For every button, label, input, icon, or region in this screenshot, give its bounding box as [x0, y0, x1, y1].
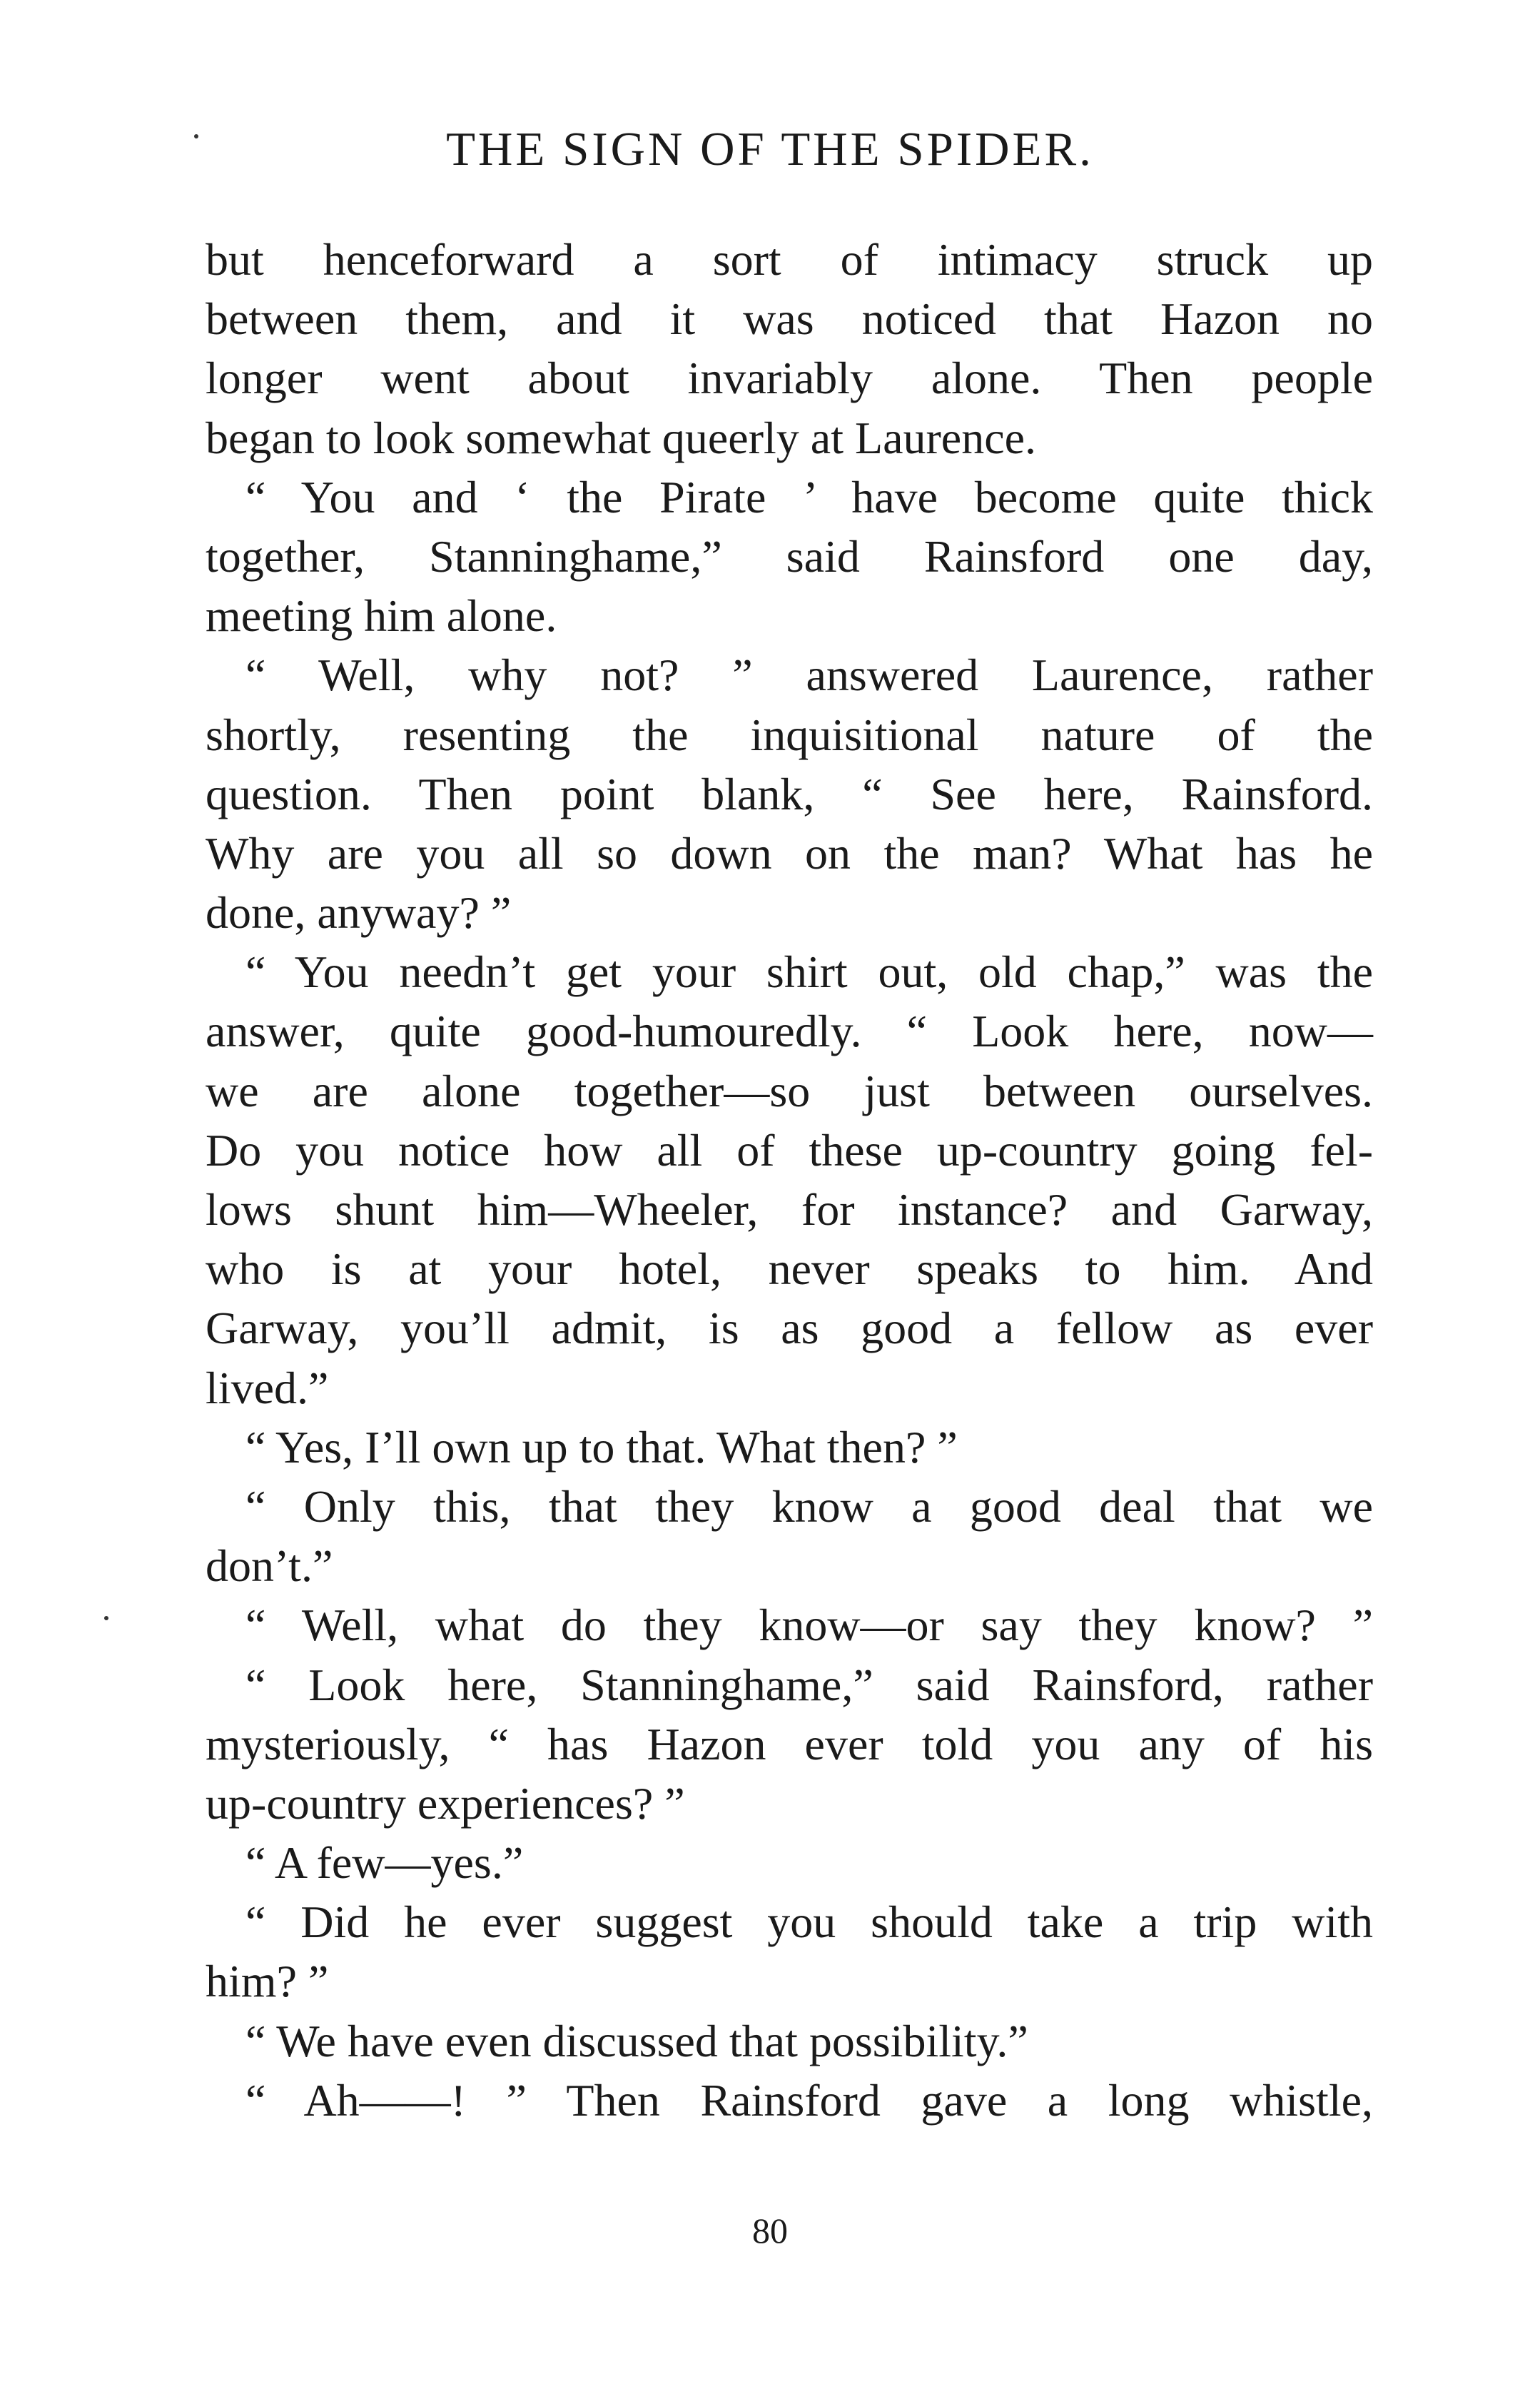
- text-line: began to look somewhat queerly at Laurence.: [206, 412, 1036, 463]
- text-line: “ Well, why not? ” answered Laurence, rather: [245, 650, 1373, 701]
- text-line: “ We have even discussed that possibility.”: [245, 2015, 1028, 2066]
- text-line: up-country experiences? ”: [206, 1777, 685, 1829]
- text-line: Why are you all so down on the man? What has he: [206, 827, 1373, 879]
- text-line: “ Ah——! ” Then Rainsford gave a long whistle,: [245, 2074, 1373, 2126]
- text-line: “ Yes, I’ll own up to that. What then? ”: [245, 1421, 958, 1473]
- running-title: THE SIGN OF THE SPIDER.: [446, 123, 1094, 176]
- text-line: but henceforward a sort of intimacy struck up: [206, 234, 1373, 285]
- text-line: answer, quite good-humouredly. “ Look here, now—: [206, 1006, 1373, 1057]
- text-line: between them, and it was noticed that Hazon no: [206, 293, 1373, 345]
- text-line: “ You and ‘ the Pirate ’ have become quite thick: [245, 471, 1373, 522]
- text-line: longer went about invariably alone. Then people: [206, 353, 1373, 404]
- text-line: “ You needn’t get your shirt out, old chap,” was the: [245, 946, 1373, 998]
- text-line: mysteriously, “ has Hazon ever told you any of his: [206, 1718, 1373, 1769]
- text-line: Garway, you’ll admit, is as good a fellow as ever: [206, 1303, 1373, 1354]
- text-line: don’t.”: [206, 1540, 333, 1592]
- text-line: lived.”: [206, 1362, 329, 1413]
- text-line: together, Stanninghame,” said Rainsford one day,: [206, 530, 1373, 582]
- text-line: shortly, resenting the inquisitional nature of the: [206, 709, 1373, 760]
- print-speck: [194, 134, 198, 138]
- page-number: 80: [752, 2211, 788, 2251]
- text-line: meeting him alone.: [206, 590, 557, 642]
- text-line: Do you notice how all of these up-country going fel-: [206, 1124, 1373, 1176]
- text-line: question. Then point blank, “ See here, Rainsford.: [206, 768, 1373, 819]
- text-line: “ Look here, Stanninghame,” said Rainsford, rather: [245, 1659, 1373, 1710]
- print-speck: [104, 1616, 108, 1620]
- text-line: “ Well, what do they know—or say they know? ”: [245, 1600, 1373, 1651]
- body-text: [206, 230, 1373, 2130]
- text-line: “ Only this, that they know a good deal that we: [245, 1480, 1373, 1532]
- text-line: him? ”: [206, 1956, 329, 2007]
- text-line: lows shunt him—Wheeler, for instance? and Garway,: [206, 1184, 1373, 1235]
- text-line: “ Did he ever suggest you should take a trip with: [245, 1896, 1373, 1948]
- text-line: done, anyway? ”: [206, 887, 512, 939]
- text-line: “ A few—yes.”: [245, 1837, 524, 1889]
- text-line: we are alone together—so just between ourselves.: [206, 1065, 1373, 1116]
- text-line: who is at your hotel, never speaks to him. And: [206, 1243, 1373, 1295]
